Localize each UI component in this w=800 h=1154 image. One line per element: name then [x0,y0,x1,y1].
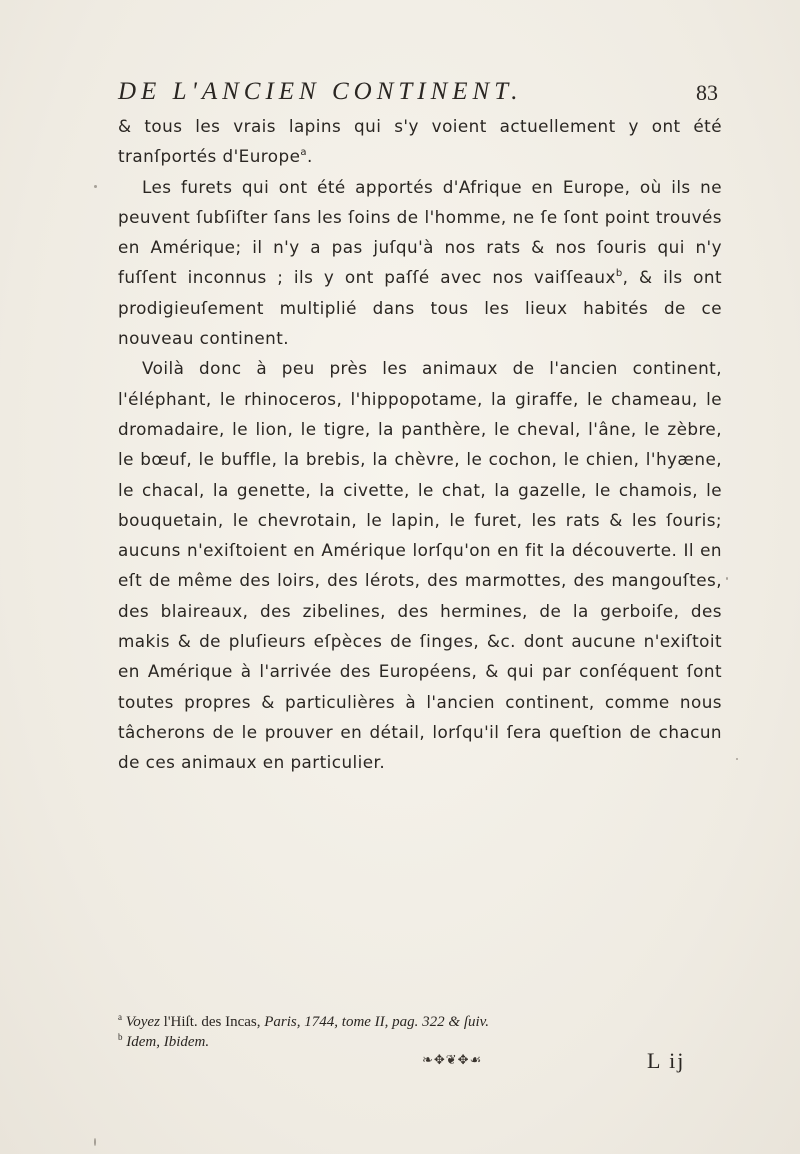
footnote-b-mark: b [118,1032,123,1042]
ink-spot-icon [736,758,738,760]
paragraph-3-text: Voilà donc à peu près les animaux de l'ancien continent, l'éléphant, le rhinoceros, l'hippopotame, la giraffe, le chameau, le dromadaire, le lion, le tigre, la panthère, le cheval, l'âne, le zèbre, le bœuf, le buffle, la brebis, la chèvre, le cochon, le chien, l'hyæne, le chacal, la genette, la civette, le chat, la gazelle, le chamois, le bouquetain, le chevrotain, le lapin, le furet, les rats & les ſouris; aucuns n'exiſtoient en Amérique lorſqu'on en fit la découverte. Il en eſt de même des loirs, des lérots, des marmottes, des mangouſtes, des blaireaux, des zibelines, des hermines, de la gerboiſe, des makis & de pluſieurs eſpèces de ſinges, &c. dont aucune n'exiſtoit en Amérique à l'arrivée des Européens, & qui par conſéquent ſont toutes propres & particulières à l'ancien continent, comme nous tâcherons de le prouver en détail, lorſqu'il ſera queſtion de chacun de ces animaux en particulier. [118,358,722,773]
body-text [118,111,722,778]
paragraph-2-text-a: Les furets qui ont été apportés d'Afrique en Europe, où ils ne peuvent ſubſiſter ſans les ſoins de l'homme, ne ſe ſont point trouvés en Amérique; il n'y a pas juſqu'à nos rats & nos ſouris qui n'y fuſſent inconnus ; ils y ont paſſé avec nos vaiſſeaux [118,176,722,288]
signature-mark: L ij [647,1048,686,1073]
ink-spot-icon [94,1138,96,1146]
ink-spot-icon [94,185,97,188]
paragraph-2 [118,172,722,354]
footnote-b-text: Idem, Ibidem. [126,1034,210,1050]
footnote-a-plain: l'Hiſt. des Incas, [159,1014,261,1030]
paragraph-1 [118,111,722,172]
paragraph-1-end: . [306,146,313,167]
page-header [118,78,718,114]
paragraph-3 [118,353,722,777]
footnote-a-italic2: Paris, 1744, tome II, pag. 322 & ſuiv. [260,1014,489,1030]
footnotes [118,1012,722,1052]
footnote-b [118,1032,722,1052]
ink-spot-icon [726,577,728,580]
running-title: DE L'ANCIEN CONTINENT. [118,78,523,105]
footnote-ref-b: b [615,268,623,280]
paragraph-1-text: & tous les vrais lapins qui s'y voient actuellement y ont été tranſportés d'Europe [118,116,722,167]
ornament-icon: ❧✥❦✥☙ [422,1053,483,1068]
paragraph-2-text-b: , & ils ont prodigieuſement multiplié dans tous les lieux habités de ce nouveau continent. [118,267,722,349]
footnote-a-mark: a [118,1012,122,1022]
page-number: 83 [696,80,718,105]
footnote-a [118,1012,722,1032]
footnote-ref-a: a [300,147,307,159]
footnote-a-italic: Voyez [125,1014,160,1030]
